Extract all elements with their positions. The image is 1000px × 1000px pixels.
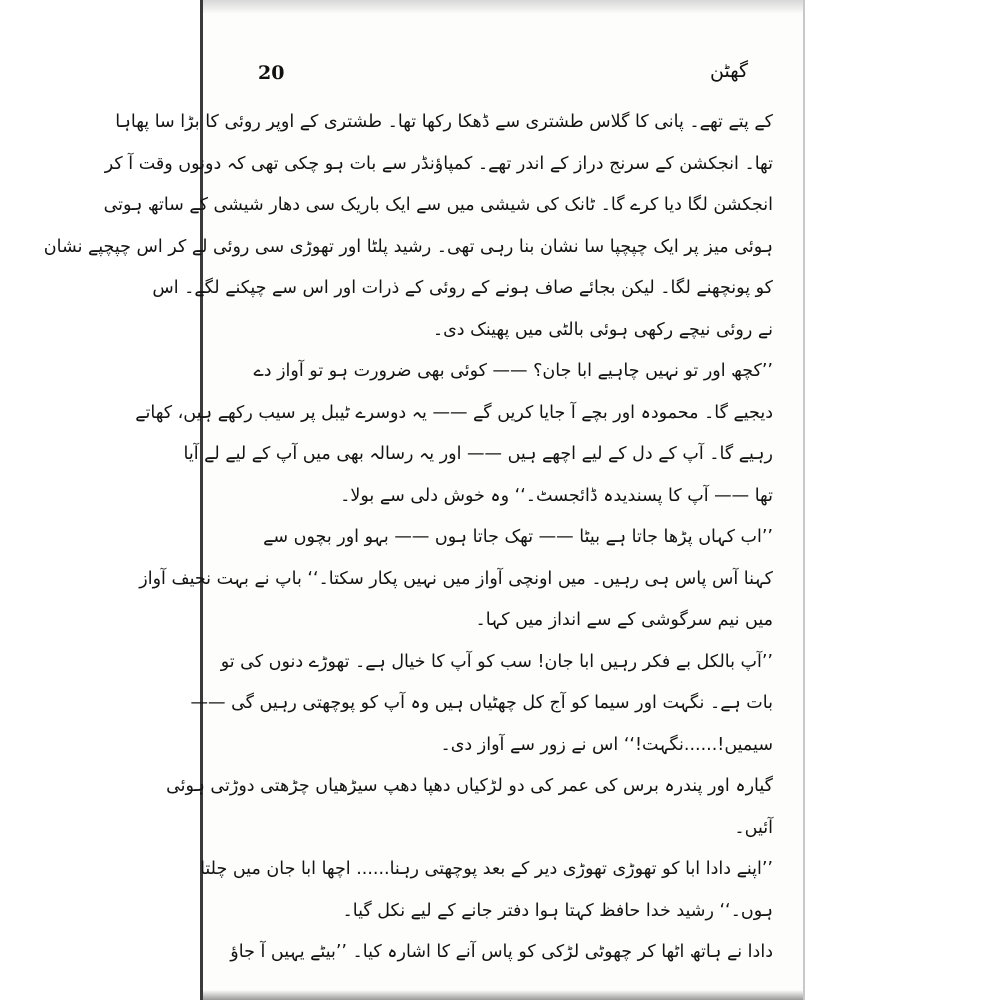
- page-top-shadow: [203, 0, 803, 14]
- text-line: نے روئی نیچے رکھی ہوئی بالٹی میں پھینک دی۔: [432, 319, 773, 340]
- page-number: 20: [258, 62, 285, 84]
- text-line: گیارہ اور پندرہ برس کی عمر کی دو لڑکیاں دھپا دھپ سیڑھیاں چڑھتی دوڑتی ہوئی: [166, 776, 773, 796]
- text-line: دیجیے گا۔ محمودہ اور بچے آ جایا کریں گے —— یہ دوسرے ٹیبل پر سیب رکھے ہیں، کھاتے: [135, 402, 773, 423]
- text-line: کے پتے تھے۔ پانی کا گلاس طشتری سے ڈھکا رکھا تھا۔ طشتری کے اوپر روئی کا بڑا سا پھاہا: [115, 112, 773, 132]
- page-header: [258, 62, 748, 92]
- text-line: انجکشن لگا دیا کرے گا۔ ٹانک کی شیشی میں سے ایک باریک سی دھار شیشی کے ساتھ ہوتی: [103, 195, 773, 215]
- text-line: ہوں۔‘‘ رشید خدا حافظ کہتا ہوا دفتر جانے کے لیے نکل گیا۔: [342, 900, 773, 921]
- text-line: سیمیں!......نگہت!‘‘ اس نے زور سے آواز دی۔: [440, 734, 773, 755]
- text-line: تھا —— آپ کا پسندیدہ ڈائجسٹ۔‘‘ وہ خوش دلی سے بولا۔: [340, 485, 773, 506]
- text-line: ’’کچھ اور تو نہیں چاہیے ابا جان؟ —— کوئی بھی ضرورت ہو تو آواز دے: [253, 361, 773, 381]
- text-line: ’’اپنے دادا ابا کو تھوڑی تھوڑی دیر کے بعد پوچھتی رہنا...... اچھا ابا جان میں چلتا: [200, 859, 773, 879]
- text-line: کہنا آس پاس ہی رہیں۔ میں اونچی آواز میں نہیں پکار سکتا۔‘‘ باپ نے بہت نحیف آواز: [139, 568, 773, 589]
- text-line: تھا۔ انجکشن کے سرنج دراز کے اندر تھے۔ کمپاؤنڈر سے بات ہو چکی تھی کہ دونوں وقت آ کر: [104, 153, 773, 174]
- text-line: ’’اب کہاں پڑھا جاتا ہے بیٹا —— تھک جاتا ہوں —— بہو اور بچوں سے: [263, 527, 773, 547]
- text-line: بات ہے۔ نگہت اور سیما کو آج کل چھٹیاں ہیں وہ آپ کو پوچھتی رہیں گی ——: [190, 693, 773, 713]
- book-page: [43, 0, 805, 1000]
- running-head-title: گھٹن: [710, 60, 748, 82]
- text-line: ہوئی میز پر ایک چپچپا سا نشان بنا رہی تھی۔ رشید پلٹا اور تھوڑی سی روئی لے کر اس چپچپے نشان: [43, 236, 773, 257]
- text-line: آئیں۔: [734, 817, 773, 838]
- text-line: کو پونچھنے لگا۔ لیکن بجائے صاف ہونے کے روئی کے ذرات اور اس سے چپکنے لگے۔ اس: [152, 278, 773, 298]
- page-bottom-shadow: [203, 990, 803, 1000]
- text-line: دادا نے ہاتھ اٹھا کر چھوٹی لڑکی کو پاس آنے کا اشارہ کیا۔ ’’بیٹے یہیں آ جاؤ: [230, 942, 773, 962]
- text-line: ’’آپ بالکل بے فکر رہیں ابا جان! سب کو آپ کا خیال ہے۔ تھوڑے دنوں کی تو: [220, 651, 773, 672]
- body-text: [43, 102, 773, 974]
- text-line: میں نیم سرگوشی کے سے انداز میں کہا۔: [475, 610, 773, 630]
- text-line: رہیے گا۔ آپ کے دل کے لیے اچھے ہیں —— اور یہ رسالہ بھی میں آپ کے لیے لے آیا: [183, 444, 773, 464]
